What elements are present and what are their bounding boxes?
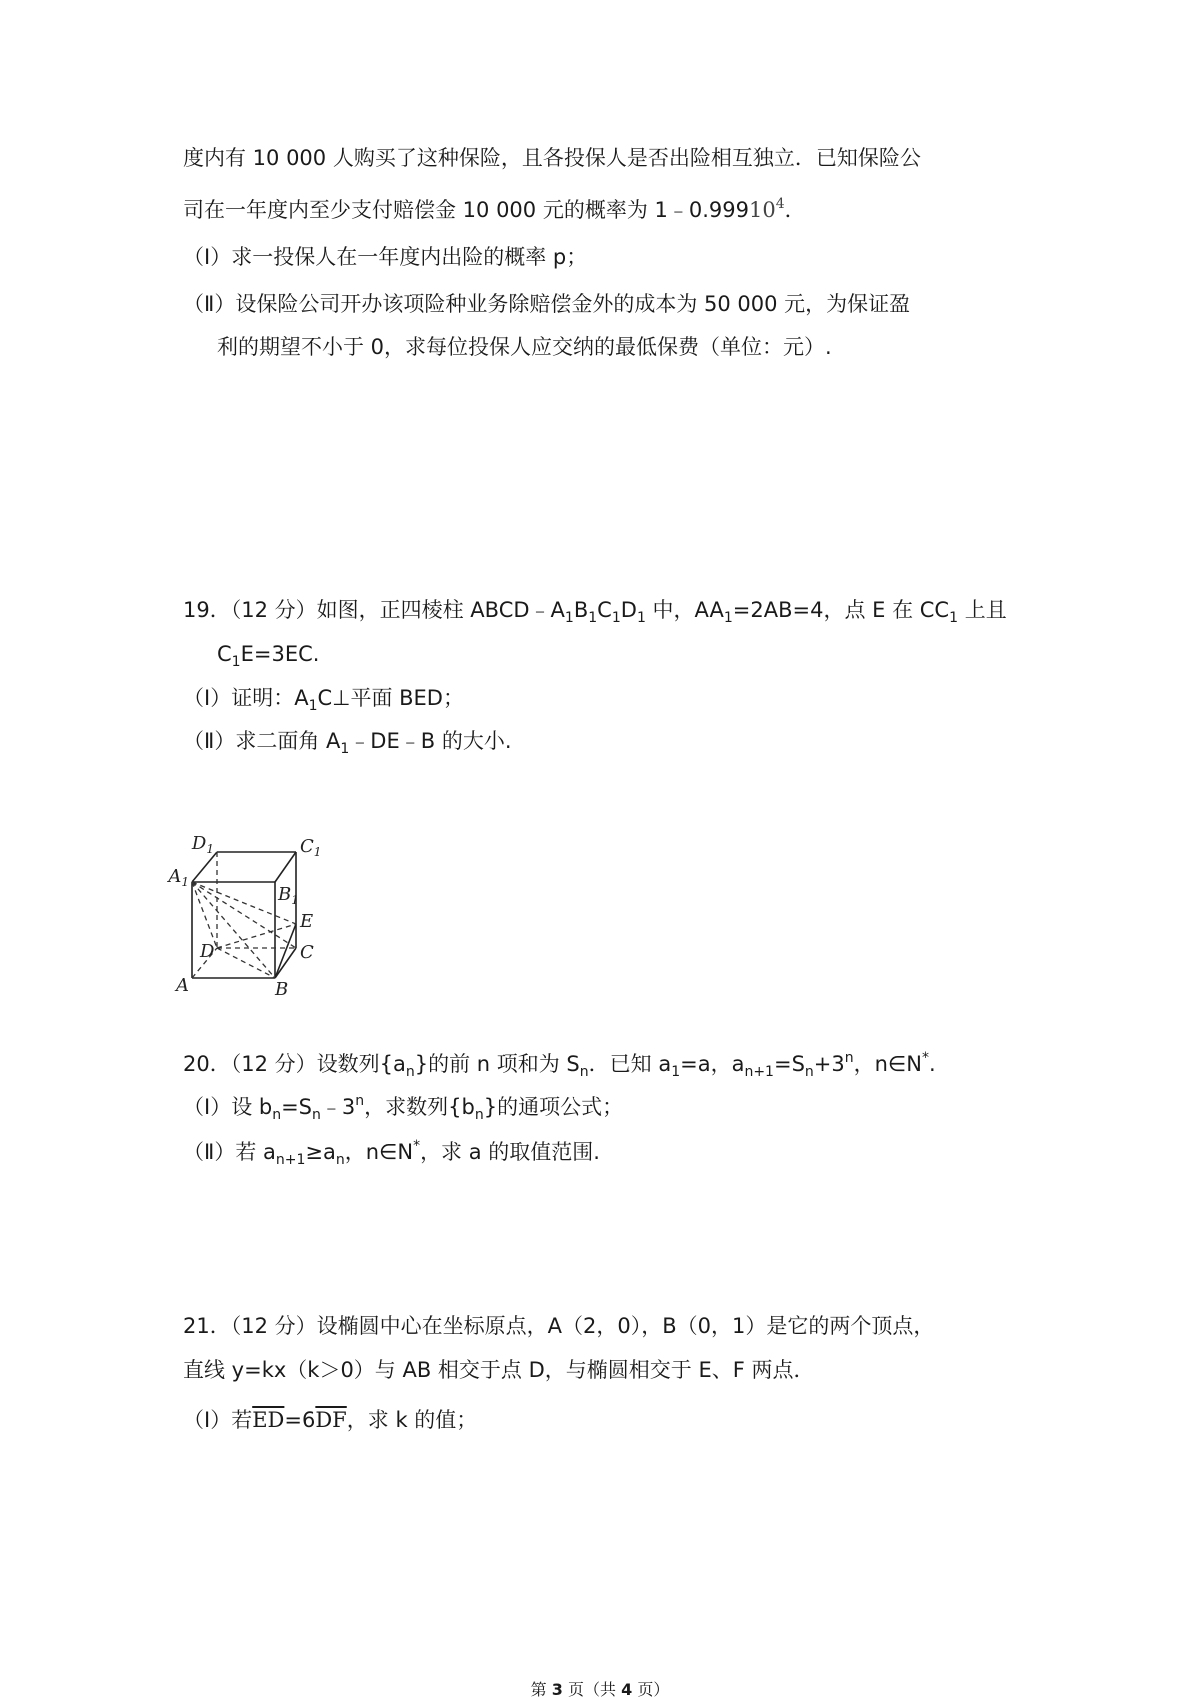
- q20-part1: （Ⅰ）设 $b_n=S_n﹣3^n$，求数列$\{b_n\}$的通项公式；: [183, 1093, 624, 1123]
- q21-line2: 直线 y=kx（k＞0）与 AB 相交于点 D，与椭圆相交于 E、F 两点．: [183, 1358, 815, 1382]
- label-A1: $A_1$: [168, 866, 189, 889]
- q19-stem-line2: $C_1E=3EC$.: [217, 642, 320, 670]
- label-D1: $D_1$: [191, 833, 214, 856]
- prism-figure: [168, 833, 350, 1008]
- label-D: D: [200, 941, 215, 962]
- vector-DF: $\overline{DF}$: [315, 1408, 347, 1432]
- q21-part1: （Ⅰ）若$\overline{ED}=6\overline{DF}$，求 k 的值；: [183, 1408, 478, 1432]
- label-C: C: [300, 942, 314, 963]
- label-B: B: [275, 979, 289, 1000]
- segment-A1D: [192, 882, 217, 948]
- edge-B1C1: [275, 852, 296, 882]
- edge-D1A1: [192, 852, 217, 882]
- label-A: A: [176, 975, 189, 996]
- q20-stem: 20．（12 分）设数列$\{a_n\}$的前 n 项和为 $S_n$．已知 $a_1=a$，$a_{n+1}=S_n+3^n$，n∈N*.: [183, 1050, 936, 1080]
- diag-DB: [217, 948, 275, 978]
- label-B1: $B_1$: [278, 884, 299, 907]
- q19-part2: （Ⅱ）求二面角 $A_1﹣DE﹣B$ 的大小.: [183, 729, 512, 757]
- q19-part1: （Ⅰ）证明：$A_1C\perp$平面 BED；: [183, 686, 464, 714]
- segment-DE: [217, 924, 296, 948]
- page-number: 3: [551, 1680, 563, 1699]
- q20-part2: （Ⅱ）若 $a_{n+1}\ge a_n$，n∈N*，求 a 的取值范围.: [183, 1138, 600, 1168]
- page-total: 4: [621, 1680, 633, 1699]
- q18-line2: 司在一年度内至少支付赔偿金 10 000 元的概率为 1﹣0.99910$^4$．: [183, 196, 806, 222]
- q18-part2-line2: 利的期望不小于 0，求每位投保人应交纳的最低保费（单位：元）.: [217, 335, 832, 359]
- q18-part1: （Ⅰ）求一投保人在一年度内出险的概率 p；: [183, 245, 588, 269]
- power-base: $10^4$: [748, 196, 785, 222]
- label-C1: $C_1$: [300, 836, 322, 859]
- q19-stem-line1: 19．（12 分）如图，正四棱柱 $ABCD﹣A_1B_1C_1D_1$ 中，$AA_1=2AB=4$，点 E 在 $CC_1$ 上且: [183, 598, 1007, 626]
- vector-ED: $\overline{ED}$: [252, 1408, 285, 1432]
- page-footer: 第 3 页（共 4 页）: [530, 1680, 670, 1699]
- q18-part2-line1: （Ⅱ）设保险公司开办该项险种业务除赔偿金外的成本为 50 000 元，为保证盈: [183, 292, 911, 316]
- segment-BE: [275, 924, 296, 978]
- q18-line1: 度内有 10 000 人购买了这种保险，且各投保人是否出险相互独立．已知保险公: [183, 146, 921, 170]
- label-E: E: [300, 911, 314, 932]
- q21-line1: 21．（12 分）设椭圆中心在坐标原点，A（2，0），B（0，1）是它的两个顶点，: [183, 1314, 935, 1338]
